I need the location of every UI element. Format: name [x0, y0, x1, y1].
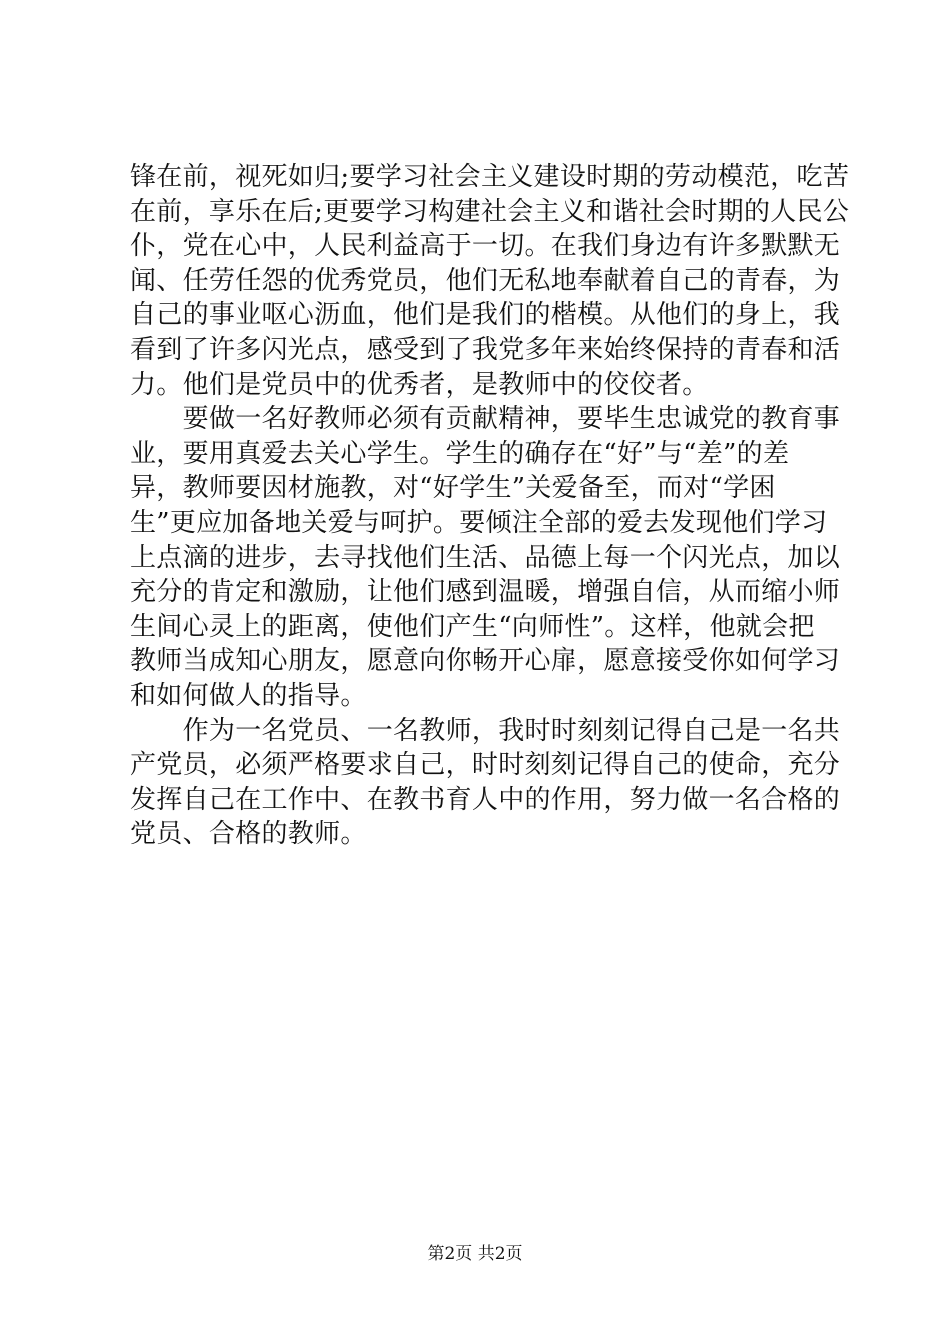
text-line: 要做一名好教师必须有贡献精神，要毕生忠诚党的教育事	[130, 404, 841, 435]
page-footer	[0, 1242, 950, 1266]
text-line: 力。他们是党员中的优秀者，是教师中的佼佼者。	[130, 369, 709, 400]
text-line: 生”更应加备地关爱与呵护。要倾注全部的爱去发现他们学习	[130, 507, 828, 538]
text-line: 看到了许多闪光点，感受到了我党多年来始终保持的青春和活	[130, 334, 841, 365]
text-line: 教师当成知心朋友，愿意向你畅开心扉，愿意接受你如何学习	[130, 646, 841, 677]
text-line: 异，教师要因材施教，对“好学生”关爱备至，而对“学困	[130, 473, 776, 504]
text-line: 在前，享乐在后;更要学习构建社会主义和谐社会时期的人民公	[130, 196, 850, 227]
text-line: 充分的肯定和激励，让他们感到温暖，增强自信，从而缩小师	[130, 577, 841, 608]
text-line: 业，要用真爱去关心学生。学生的确存在“好”与“差”的差	[130, 438, 790, 469]
body-text	[130, 160, 850, 852]
text-line: 发挥自己在工作中、在教书育人中的作用，努力做一名合格的	[130, 784, 841, 815]
text-line: 自己的事业呕心沥血，他们是我们的楷模。从他们的身上，我	[130, 300, 841, 331]
text-line: 党员、合格的教师。	[130, 819, 367, 850]
text-line: 锋在前，视死如归;要学习社会主义建设时期的劳动模范，吃苦	[130, 162, 850, 192]
page-number: 第2页 共2页	[427, 1244, 523, 1264]
text-line: 作为一名党员、一名教师，我时时刻刻记得自己是一名共	[130, 715, 841, 746]
text-line: 生间心灵上的距离，使他们产生“向师性”。这样，他就会把	[130, 611, 815, 642]
text-line: 上点滴的进步，去寻找他们生活、品德上每一个闪光点，加以	[130, 542, 841, 573]
text-line: 仆，党在心中，人民利益高于一切。在我们身边有许多默默无	[130, 231, 841, 262]
text-line: 产党员，必须严格要求自己，时时刻刻记得自己的使命，充分	[130, 750, 841, 781]
text-line: 闻、任劳任怨的优秀党员，他们无私地奉献着自己的青春，为	[130, 265, 841, 296]
text-line: 和如何做人的指导。	[130, 680, 367, 711]
